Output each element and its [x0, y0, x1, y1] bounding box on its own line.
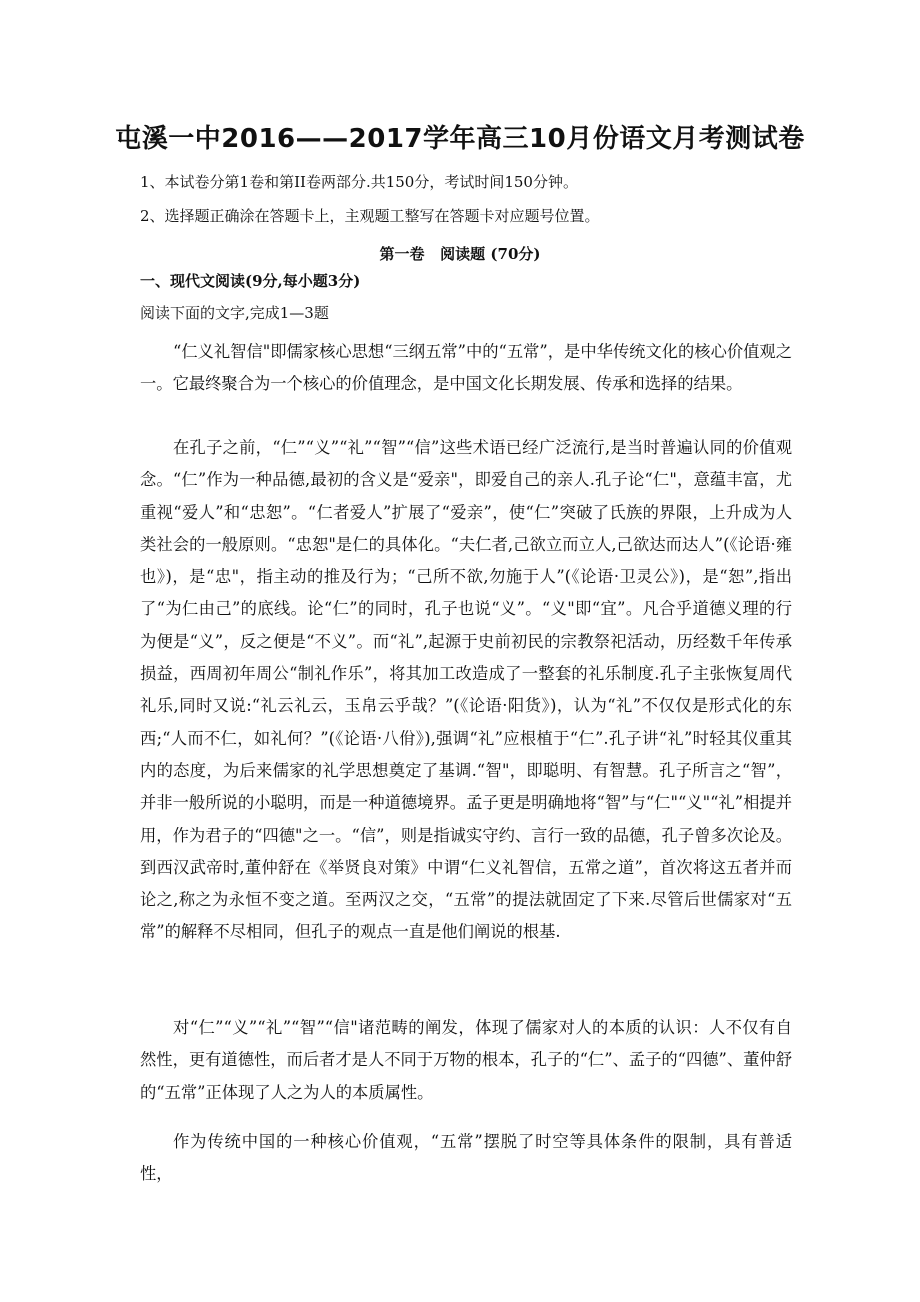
passage-paragraph-2: 在孔子之前，“仁”“义”“礼”“智”“信”这些术语已经广泛流行,是当时普遍认同的价值观念。“仁”作为一种品德,最初的含义是“爱亲"，即爱自己的亲人.孔子论“仁"，意蕴丰富，尤重视“爱人”和“忠恕”。“仁者爱人”扩展了“爱亲”，使“仁”突破了氏族的界限，上升成为人类社会的一般原则。“忠恕"是仁的具体化。“夫仁者,己欲立而立人,己欲达而达人”(《论语·雍也》)，是“忠"，指主动的推及行为；“己所不欲,勿施于人”(《论语·卫灵公》)，是“恕”,指出了“为仁由己”的底线。论“仁”的同时，孔子也说“义”。“义"即“宜”。凡合乎道德义理的行为便是“义”，反之便是“不义”。而“礼”,起源于史前初民的宗教祭祀活动，历经数千年传承损益，西周初年周公“制礼作乐”，将其加工改造成了一整套的礼乐制度.孔子主张恢复周代礼乐,同时又说:“礼云礼云，玉帛云乎哉？”(《论语·阳货》)，认为“礼”不仅仅是形式化的东西;“人而不仁，如礼何？”(《论语·八佾》),强调“礼”应根植于“仁”.孔子讲“礼”时轻其仪重其内的态度，为后来儒家的礼学思想奠定了基调.“智"，即聪明、有智慧。孔子所言之“智”，并非一般所说的小聪明，而是一种道德境界。孟子更是明确地将“智”与“仁"“义"“礼”相提并用，作为君子的“四德"之一。“信”，则是指诚实守约、言行一致的品德，孔子曾多次论及。到西汉武帝时,董仲舒在《举贤良对策》中谓“仁义礼智信，五常之道”，首次将这五者并而论之,称之为永恒不变之道。至两汉之交，“五常”的提法就固定了下来.尽管后世儒家对“五常”的解释不尽相同，但孔子的观点一直是他们阐说的根基.: [140, 438, 792, 942]
exam-note-2: 2、选择题正确涂在答题卡上，主观题工整写在答题卡对应题号位置。: [140, 207, 600, 225]
passage-paragraph-3: 对“仁”“义”“礼”“智”“信"诸范畴的阐发，体现了儒家对人的本质的认识：人不仅有自然性，更有道德性，而后者才是人不同于万物的根本，孔子的“仁”、孟子的“四德”、董仲舒的“五常”正体现了人之为人的本质属性。: [140, 1018, 792, 1102]
section-heading: 一、现代文阅读(9分,每小题3分): [140, 272, 361, 290]
passage-paragraph-1: “仁义礼智信"即儒家核心思想“三纲五常”中的“五常”，是中华传统文化的核心价值观之一。它最终聚合为一个核心的价值理念，是中国文化长期发展、传承和选择的结果。: [140, 342, 792, 394]
exam-note-1: 1、本试卷分第1卷和第II卷两部分.共150分，考试时间150分钟。: [140, 173, 578, 191]
reading-instruction: 阅读下面的文字,完成1—3题: [140, 304, 329, 322]
volume-heading: 第一卷 阅读题 (70分): [379, 245, 541, 263]
passage-paragraph-4: 作为传统中国的一种核心价值观，“五常”摆脱了时空等具体条件的限制，具有普适性，: [140, 1132, 792, 1184]
exam-title: 屯溪一中2016——2017学年高三10月份语文月考测试卷: [115, 124, 805, 154]
